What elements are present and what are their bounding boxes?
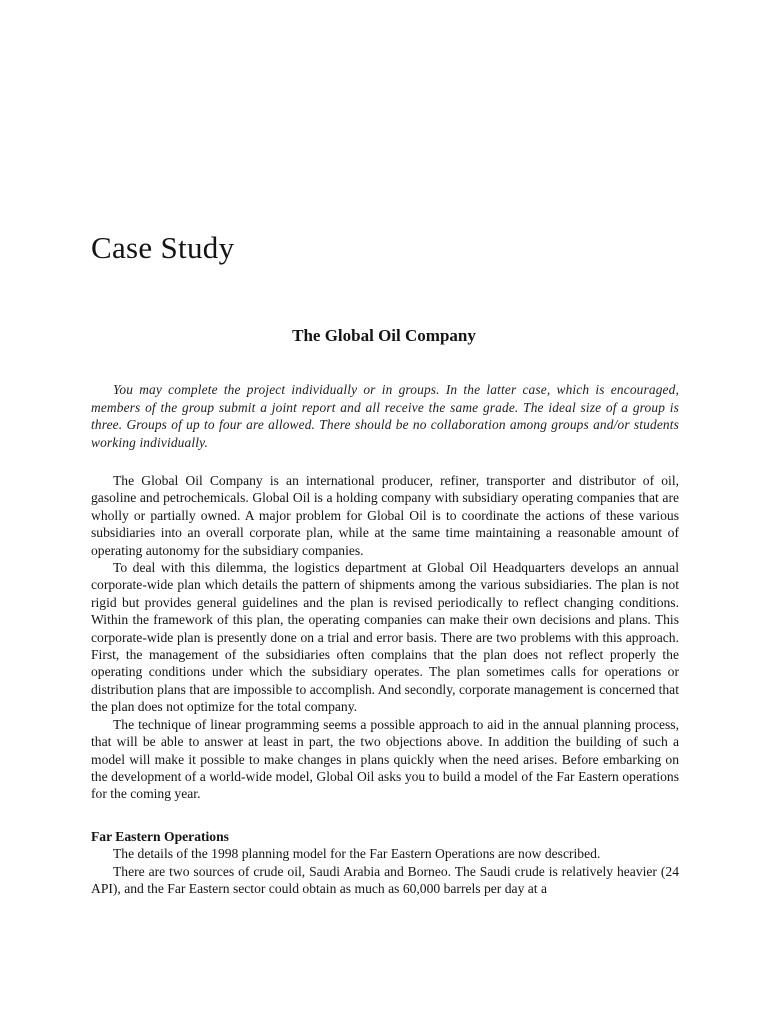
document-title: The Global Oil Company xyxy=(292,326,476,345)
body-paragraph: The technique of linear programming seems a possible approach to aid in the annual planning process, that will be able to answer at least in part, the two objections above. In addition the building of such a model will make it possible to make changes in plans quickly when the need arises. Before embarking on the development of a world-wide model, Global Oil asks you to build a model of the Far Eastern operations for the coming year. xyxy=(91,716,679,802)
body-paragraph: To deal with this dilemma, the logistics department at Global Oil Headquarters develops an annual corporate-wide plan which details the pattern of shipments among the various subsidiaries. The plan is not rigid but provides general guidelines and the plan is revised periodically to reflect changing conditions. Within the framework of this plan, the operating companies can make their own decisions and plans. This corporate-wide plan is presently done on a trial and error basis. There are two problems with this approach. First, the management of the subsidiaries often complains that the plan does not reflect properly the operating conditions under which the subsidiary operates. The plan sometimes calls for operations or distribution plans that are impossible to accomplish. And secondly, corporate management is concerned that the plan does not optimize for the total company. xyxy=(91,560,679,715)
body-paragraph: The Global Oil Company is an international producer, refiner, transporter and distributor of oil, gasoline and petrochemicals. Global Oil is a holding company with subsidiary operating companies that are wholly or partially owned. A major problem for Global Oil is to coordinate the actions of these various subsidiaries into an overall corporate plan, while at the same time maintaining a reasonable amount of operating autonomy for the subsidiary companies. xyxy=(91,473,679,558)
section-heading: Far Eastern Operations xyxy=(91,829,229,844)
chapter-title: Case Study xyxy=(91,230,235,265)
section-paragraph: There are two sources of crude oil, Saudi Arabia and Borneo. The Saudi crude is relatively heavier (24 API), and the Far Eastern sector could obtain as much as 60,000 barrels per day at a xyxy=(91,863,679,897)
introduction-body xyxy=(91,472,679,803)
far-eastern-operations-section xyxy=(91,828,679,898)
group-work-note: You may complete the project individually or in groups. In the latter case, which is encouraged, members of the group submit a joint report and all receive the same grade. The ideal size of a group is three. Groups of up to four are allowed. There should be no collaboration among groups and/or students working individually. xyxy=(91,382,679,450)
section-paragraph: The details of the 1998 planning model for the Far Eastern Operations are now described. xyxy=(113,846,601,862)
